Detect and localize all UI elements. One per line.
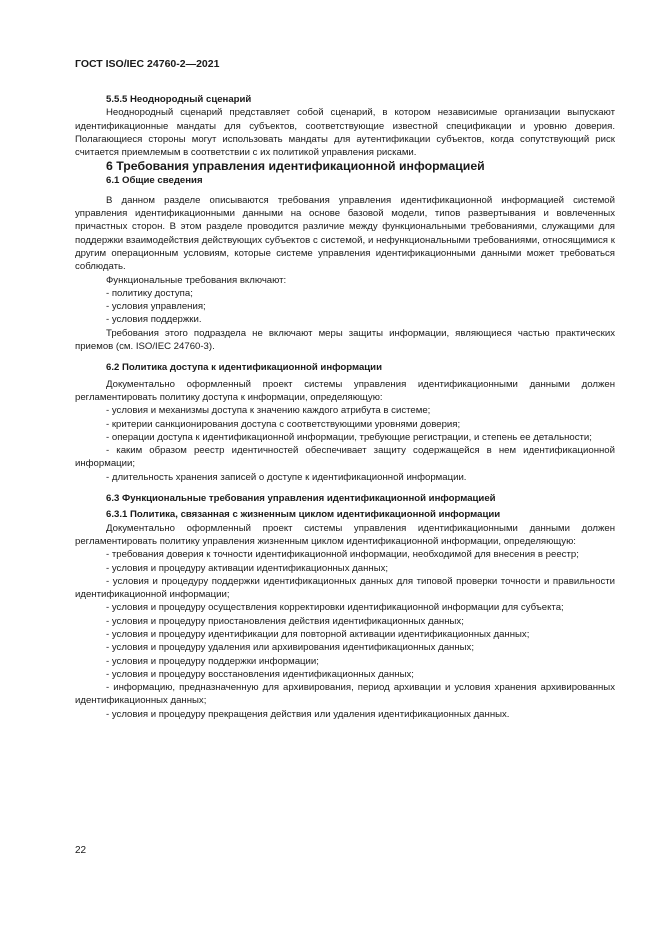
page-number: 22: [75, 845, 87, 856]
list-item: - условия и процедуру осуществления корректировки идентификационной информации для субъекта;: [106, 602, 564, 614]
list-item: - длительность хранения записей о доступе к идентификационной информации.: [106, 471, 467, 483]
list-item: - каким образом реестр идентичностей обеспечивает защиту содержащейся в нем идентификационной информации;: [75, 445, 615, 470]
list-item: - условия управления;: [106, 301, 206, 313]
list-item: - условия и процедуру поддержки идентификационных данных для типовой проверки точности и правильности идентификационной информации;: [75, 575, 615, 601]
section-6-1-paragraph: В данном разделе описываются требования управления идентификационной информацией системой управления идентификационными данными на основе базовой модели, типов развертывания и вовлеченных причастных сторон. В этом разделе проводится различие между функциональными требованиями, служащими для поддержки взаимодействия действующих субъектов с системой, и нефункциональными требованиями, относящимися к другим операционным условиям, которые системе управления идентификационными данными может требоваться соблюдать.: [75, 194, 615, 273]
list-item: - условия и процедуру поддержки информации;: [106, 655, 319, 667]
section-6-1-note: Требования этого подраздела не включают меры защиты информации, являющиеся частью практических приемов (см. ISO/IEC 24760-3).: [75, 327, 615, 353]
list-item: - условия и механизмы доступа к значению каждого атрибута в системе;: [106, 405, 431, 417]
list-item: - условия и процедуру активации идентификационных данных;: [106, 562, 389, 574]
list-item: - операции доступа к идентификационной информации, требующие регистрации, и степень ее детальности;: [106, 431, 592, 443]
section-5-5-5-heading: 5.5.5 Неоднородный сценарий: [106, 94, 252, 105]
list-item: - политику доступа;: [106, 287, 193, 299]
document-header: ГОСТ ISO/IEC 24760-2—2021: [75, 58, 220, 70]
list-item: - условия и процедуру прекращения действия или удаления идентификационных данных.: [106, 708, 510, 720]
section-5-5-5-text: Неоднородный сценарий представляет собой сценарий, в котором независимые организации выпускают идентификационные мандаты для субъектов, соответствующие известной спецификации и уровню доверия. Полагающиеся стороны могут использовать мандаты для аутентификации субъектов, когда сопутствующий риск считается приемлемым в соответствии с их политикой управления рисками.: [75, 107, 615, 159]
section-6-1-heading: 6.1 Общие сведения: [106, 175, 203, 187]
list-item: - информацию, предназначенную для архивирования, период архивации и условия хранения архивированных идентификационных данных;: [75, 682, 615, 707]
list-item: - условия поддержки.: [106, 314, 202, 326]
list-item: - условия и процедуру идентификации для повторной активации идентификационных данных;: [106, 628, 530, 640]
section-6-3-heading: 6.3 Функциональные требования управления идентификационной информацией: [106, 493, 496, 505]
document-body: [75, 93, 615, 721]
section-6-1-list-intro: Функциональные требования включают:: [106, 274, 287, 286]
list-item: - условия и процедуру приостановления действия идентификационных данных;: [106, 615, 464, 627]
section-6-heading: 6 Требования управления идентификационной информацией: [106, 159, 485, 174]
list-item: - условия и процедуру удаления или архивирования идентификационных данных;: [106, 642, 474, 654]
list-item: - требования доверия к точности идентификационной информации, необходимой для внесения в реестр;: [106, 549, 579, 561]
section-6-3-1-paragraph: Документально оформленный проект системы управления идентификационными данными должен регламентировать политику управления жизненным циклом идентификационной информации, определяющую:: [75, 522, 615, 547]
section-6-2-heading: 6.2 Политика доступа к идентификационной информации: [106, 362, 382, 374]
list-item: - критерии санкционирования доступа с соответствующими уровнями доверия;: [106, 418, 461, 430]
list-item: - условия и процедуру восстановления идентификационных данных;: [106, 668, 414, 680]
section-6-3-1-heading: 6.3.1 Политика, связанная с жизненным циклом идентификационной информации: [106, 509, 501, 521]
section-6-2-paragraph: Документально оформленный проект системы управления идентификационными данными должен регламентировать политику доступа к информации, определяющую:: [75, 378, 615, 403]
